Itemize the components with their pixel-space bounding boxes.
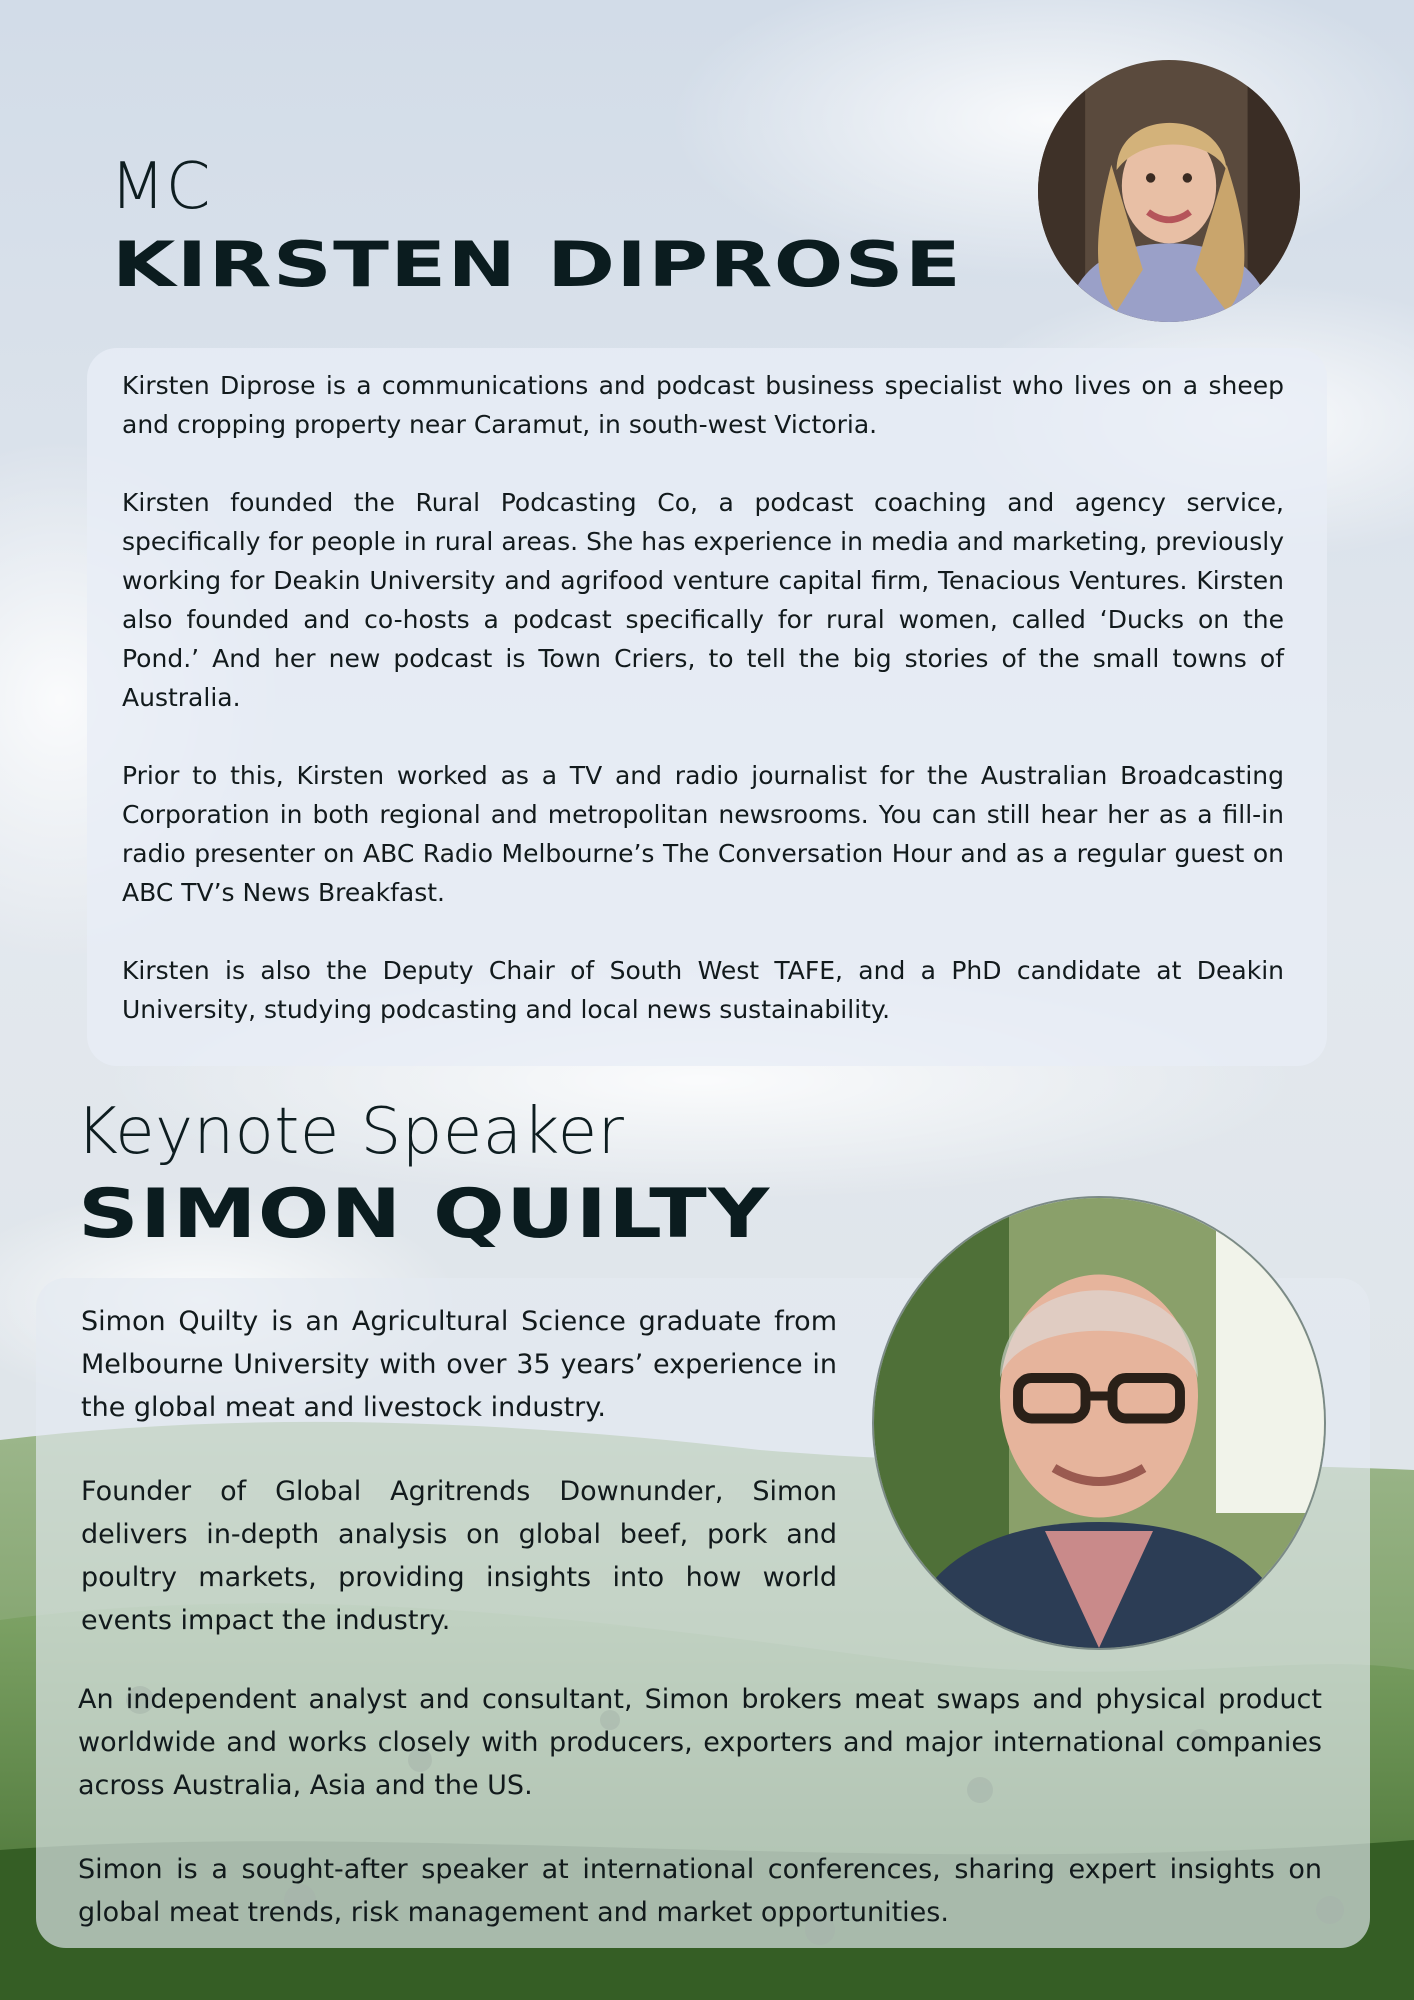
mc-bio xyxy=(122,366,1284,1068)
keynote-bio-side xyxy=(81,1300,837,1683)
simon-portrait xyxy=(872,1196,1326,1650)
mc-role-heading: MC xyxy=(110,150,211,224)
keynote-name-heading: SIMON QUILTY xyxy=(78,1175,771,1254)
mc-bio-paragraph: Kirsten founded the Rural Podcasting Co, a podcast coaching and agency service, specifically for people in rural areas. She has experience in media and marketing, previously working for Deakin University and agrifood venture capital firm, Tenacious Ventures. Kirsten also founded and co-hosts a podcast specifically for rural women, called ‘Ducks on the Pond.’ And her new podcast is Town Criers, to tell the big stories of the small towns of Australia. xyxy=(122,488,1284,712)
mc-bio-paragraph: Prior to this, Kirsten worked as a TV and radio journalist for the Australian Broadcasting Corporation in both regional and metropolitan newsrooms. You can still hear her as a fill-in radio presenter on ABC Radio Melbourne’s The Conversation Hour and as a regular guest on ABC TV’s News Breakfast. xyxy=(122,761,1284,907)
keynote-bio-paragraph: Simon is a sought-after speaker at international conferences, sharing expert insights on global meat trends, risk management and market opportunities. xyxy=(78,1854,1322,1928)
keynote-bio-paragraph: An independent analyst and consultant, Simon brokers meat swaps and physical product worldwide and works closely with producers, exporters and major international companies across Australia, Asia and the US. xyxy=(78,1684,1322,1801)
keynote-bio-paragraph: Simon Quilty is an Agricultural Science graduate from Melbourne University with over 35 years’ experience in the global meat and livestock industry. xyxy=(81,1306,837,1423)
keynote-bio-paragraph: Founder of Global Agritrends Downunder, Simon delivers in-depth analysis on global beef, pork and poultry markets, providing insights into how world events impact the industry. xyxy=(81,1476,837,1636)
mc-bio-paragraph: Kirsten Diprose is a communications and podcast business specialist who lives on a sheep and cropping property near Caramut, in south-west Victoria. xyxy=(122,371,1284,439)
keynote-bio-full xyxy=(78,1678,1322,1975)
mc-name-heading: KIRSTEN DIPROSE xyxy=(112,228,963,301)
keynote-role-heading: Keynote Speaker xyxy=(76,1095,625,1169)
mc-bio-paragraph: Kirsten is also the Deputy Chair of South West TAFE, and a PhD candidate at Deakin University, studying podcasting and local news sustainability. xyxy=(122,956,1284,1024)
kirsten-portrait xyxy=(1038,60,1300,322)
